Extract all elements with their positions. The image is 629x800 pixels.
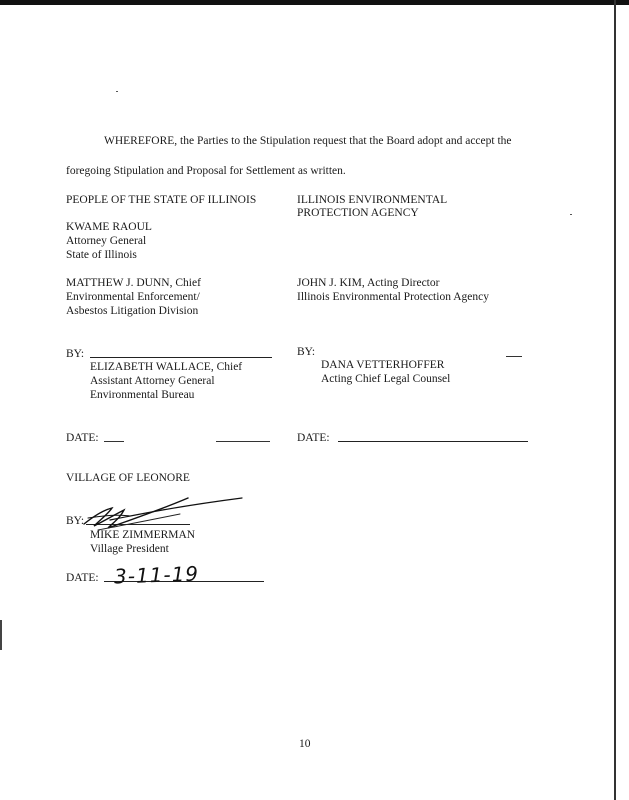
enforcement-chief-name: MATTHEW J. DUNN, Chief [66,277,201,289]
scan-top-edge [0,0,629,5]
right-signer-name: DANA VETTERHOFFER [321,359,445,371]
left-by-label: BY: [66,348,85,360]
scan-speck [116,91,118,92]
left-signer-title: Assistant Attorney General [90,375,215,387]
village-party-name: VILLAGE OF LEONORE [66,472,190,484]
right-date-line [338,441,528,442]
village-date-value: 3-11-19 [113,561,200,589]
left-signer-name: ELIZABETH WALLACE, Chief [90,361,243,373]
right-signer-title: Acting Chief Legal Counsel [321,373,451,385]
agency-director-agency: Illinois Environmental Protection Agency [297,291,489,303]
attorney-general-name: KWAME RAOUL [66,221,152,233]
left-date-line [216,441,270,442]
attorney-general-state: State of Illinois [66,249,137,261]
enforcement-chief-line2: Environmental Enforcement/ [66,291,200,303]
village-by-label: BY: [66,515,85,527]
paragraph-line-2: foregoing Stipulation and Proposal for Settlement as written. [66,165,346,177]
left-date-line [104,441,124,442]
village-signer-title: Village President [90,543,169,555]
paragraph-line-1: WHEREFORE, the Parties to the Stipulation request that the Board adopt and accept the [104,135,512,147]
right-by-label: BY: [297,346,316,358]
right-signature-line [506,356,522,357]
scan-right-edge [614,0,616,800]
left-party-name: PEOPLE OF THE STATE OF ILLINOIS [66,194,257,206]
page-number: 10 [299,738,311,750]
right-party-line-1: ILLINOIS ENVIRONMENTAL [297,194,448,206]
scan-left-mark [0,620,2,650]
enforcement-chief-line3: Asbestos Litigation Division [66,305,199,317]
left-signature-line [90,357,272,358]
left-signer-bureau: Environmental Bureau [90,389,195,401]
village-signer-name: MIKE ZIMMERMAN [90,529,196,541]
left-date-label: DATE: [66,432,99,444]
village-date-label: DATE: [66,572,99,584]
agency-director-name: JOHN J. KIM, Acting Director [297,277,440,289]
right-party-line-2: PROTECTION AGENCY [297,207,419,219]
attorney-general-title: Attorney General [66,235,147,247]
scan-speck [570,214,572,215]
right-date-label: DATE: [297,432,330,444]
